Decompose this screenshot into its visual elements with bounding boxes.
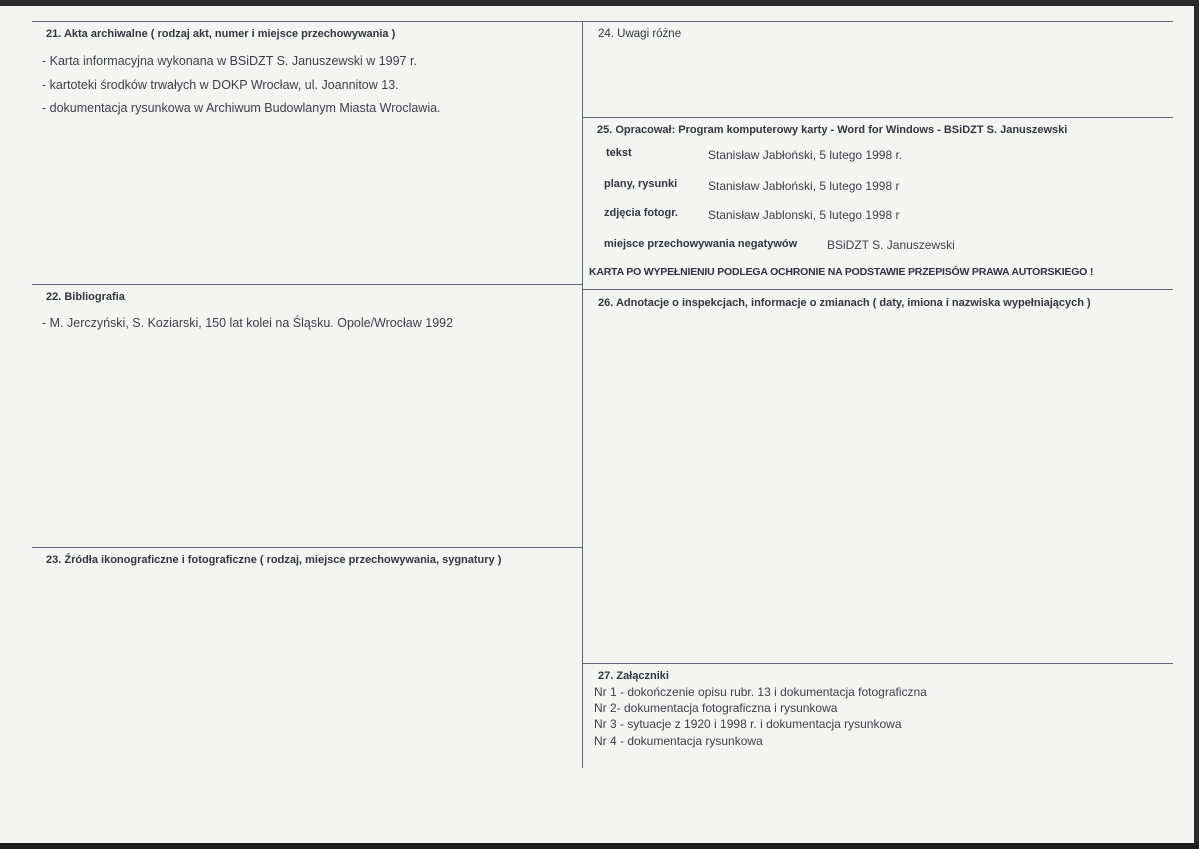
attachment-item: Nr 4 - dokumentacja rysunkowa xyxy=(594,734,763,748)
section-21-heading: 21. Akta archiwalne ( rodzaj akt, numer i miejsce przechowywania ) xyxy=(46,28,396,40)
negatives-value: BSiDZT S. Januszewski xyxy=(827,238,955,252)
author-label-plans: plany, rysunki xyxy=(604,178,678,190)
rule-23 xyxy=(32,547,582,548)
rule-22 xyxy=(32,284,582,285)
negatives-label: miejsce przechowywania negatywów xyxy=(604,238,798,250)
attachment-item: Nr 3 - sytuacje z 1920 i 1998 r. i dokumentacja rysunkowa xyxy=(594,717,902,731)
top-rule xyxy=(32,21,1173,22)
rule-25 xyxy=(582,117,1173,118)
attachment-item: Nr 2- dokumentacja fotograficzna i rysunkowa xyxy=(594,701,838,715)
author-value-plans: Stanisław Jabłoński, 5 lutego 1998 r xyxy=(708,179,900,193)
section-22-line: - M. Jerczyński, S. Koziarski, 150 lat kolei na Śląsku. Opole/Wrocław 1992 xyxy=(42,316,454,330)
section-21-line: - dokumentacja rysunkowa w Archiwum Budowlanym Miasta Wroclawia. xyxy=(42,101,441,115)
section-27-heading: 27. Załączniki xyxy=(598,670,669,682)
rule-26 xyxy=(582,289,1173,290)
section-22-heading: 22. Bibliografia xyxy=(46,291,125,303)
section-21-line: - Karta informacyjna wykonana w BSiDZT S. Januszewski w 1997 r. xyxy=(42,54,417,68)
author-label-text: tekst xyxy=(606,147,632,159)
rule-27 xyxy=(582,663,1173,664)
center-rule xyxy=(582,21,583,768)
attachment-item: Nr 1 - dokończenie opisu rubr. 13 i dokumentacja fotograficzna xyxy=(594,685,927,699)
author-label-photos: zdjęcia fotogr. xyxy=(604,207,678,219)
author-value-photos: Stanisław Jablonski, 5 lutego 1998 r xyxy=(708,208,900,222)
section-25-heading: 25. Opracował: Program komputerowy karty - Word for Windows - BSiDZT S. Januszewski xyxy=(597,124,1068,136)
section-26-heading: 26. Adnotacje o inspekcjach, informacje o zmianach ( daty, imiona i nazwiska wypełniających ) xyxy=(598,297,1091,309)
author-value-text: Stanisław Jabłoński, 5 lutego 1998 r. xyxy=(708,148,903,162)
section-24-heading: 24. Uwagi różne xyxy=(598,28,682,40)
section-21-line: - kartoteki środków trwałych w DOKP Wrocław, ul. Joannitow 13. xyxy=(42,78,399,92)
copyright-warning: KARTA PO WYPEŁNIENIU PODLEGA OCHRONIE NA PODSTAWIE PRZEPISÓW PRAWA AUTORSKIEGO ! xyxy=(589,266,1094,278)
section-23-heading: 23. Źródła ikonograficzne i fotograficzne ( rodzaj, miejsce przechowywania, sygnatury ) xyxy=(46,554,502,566)
